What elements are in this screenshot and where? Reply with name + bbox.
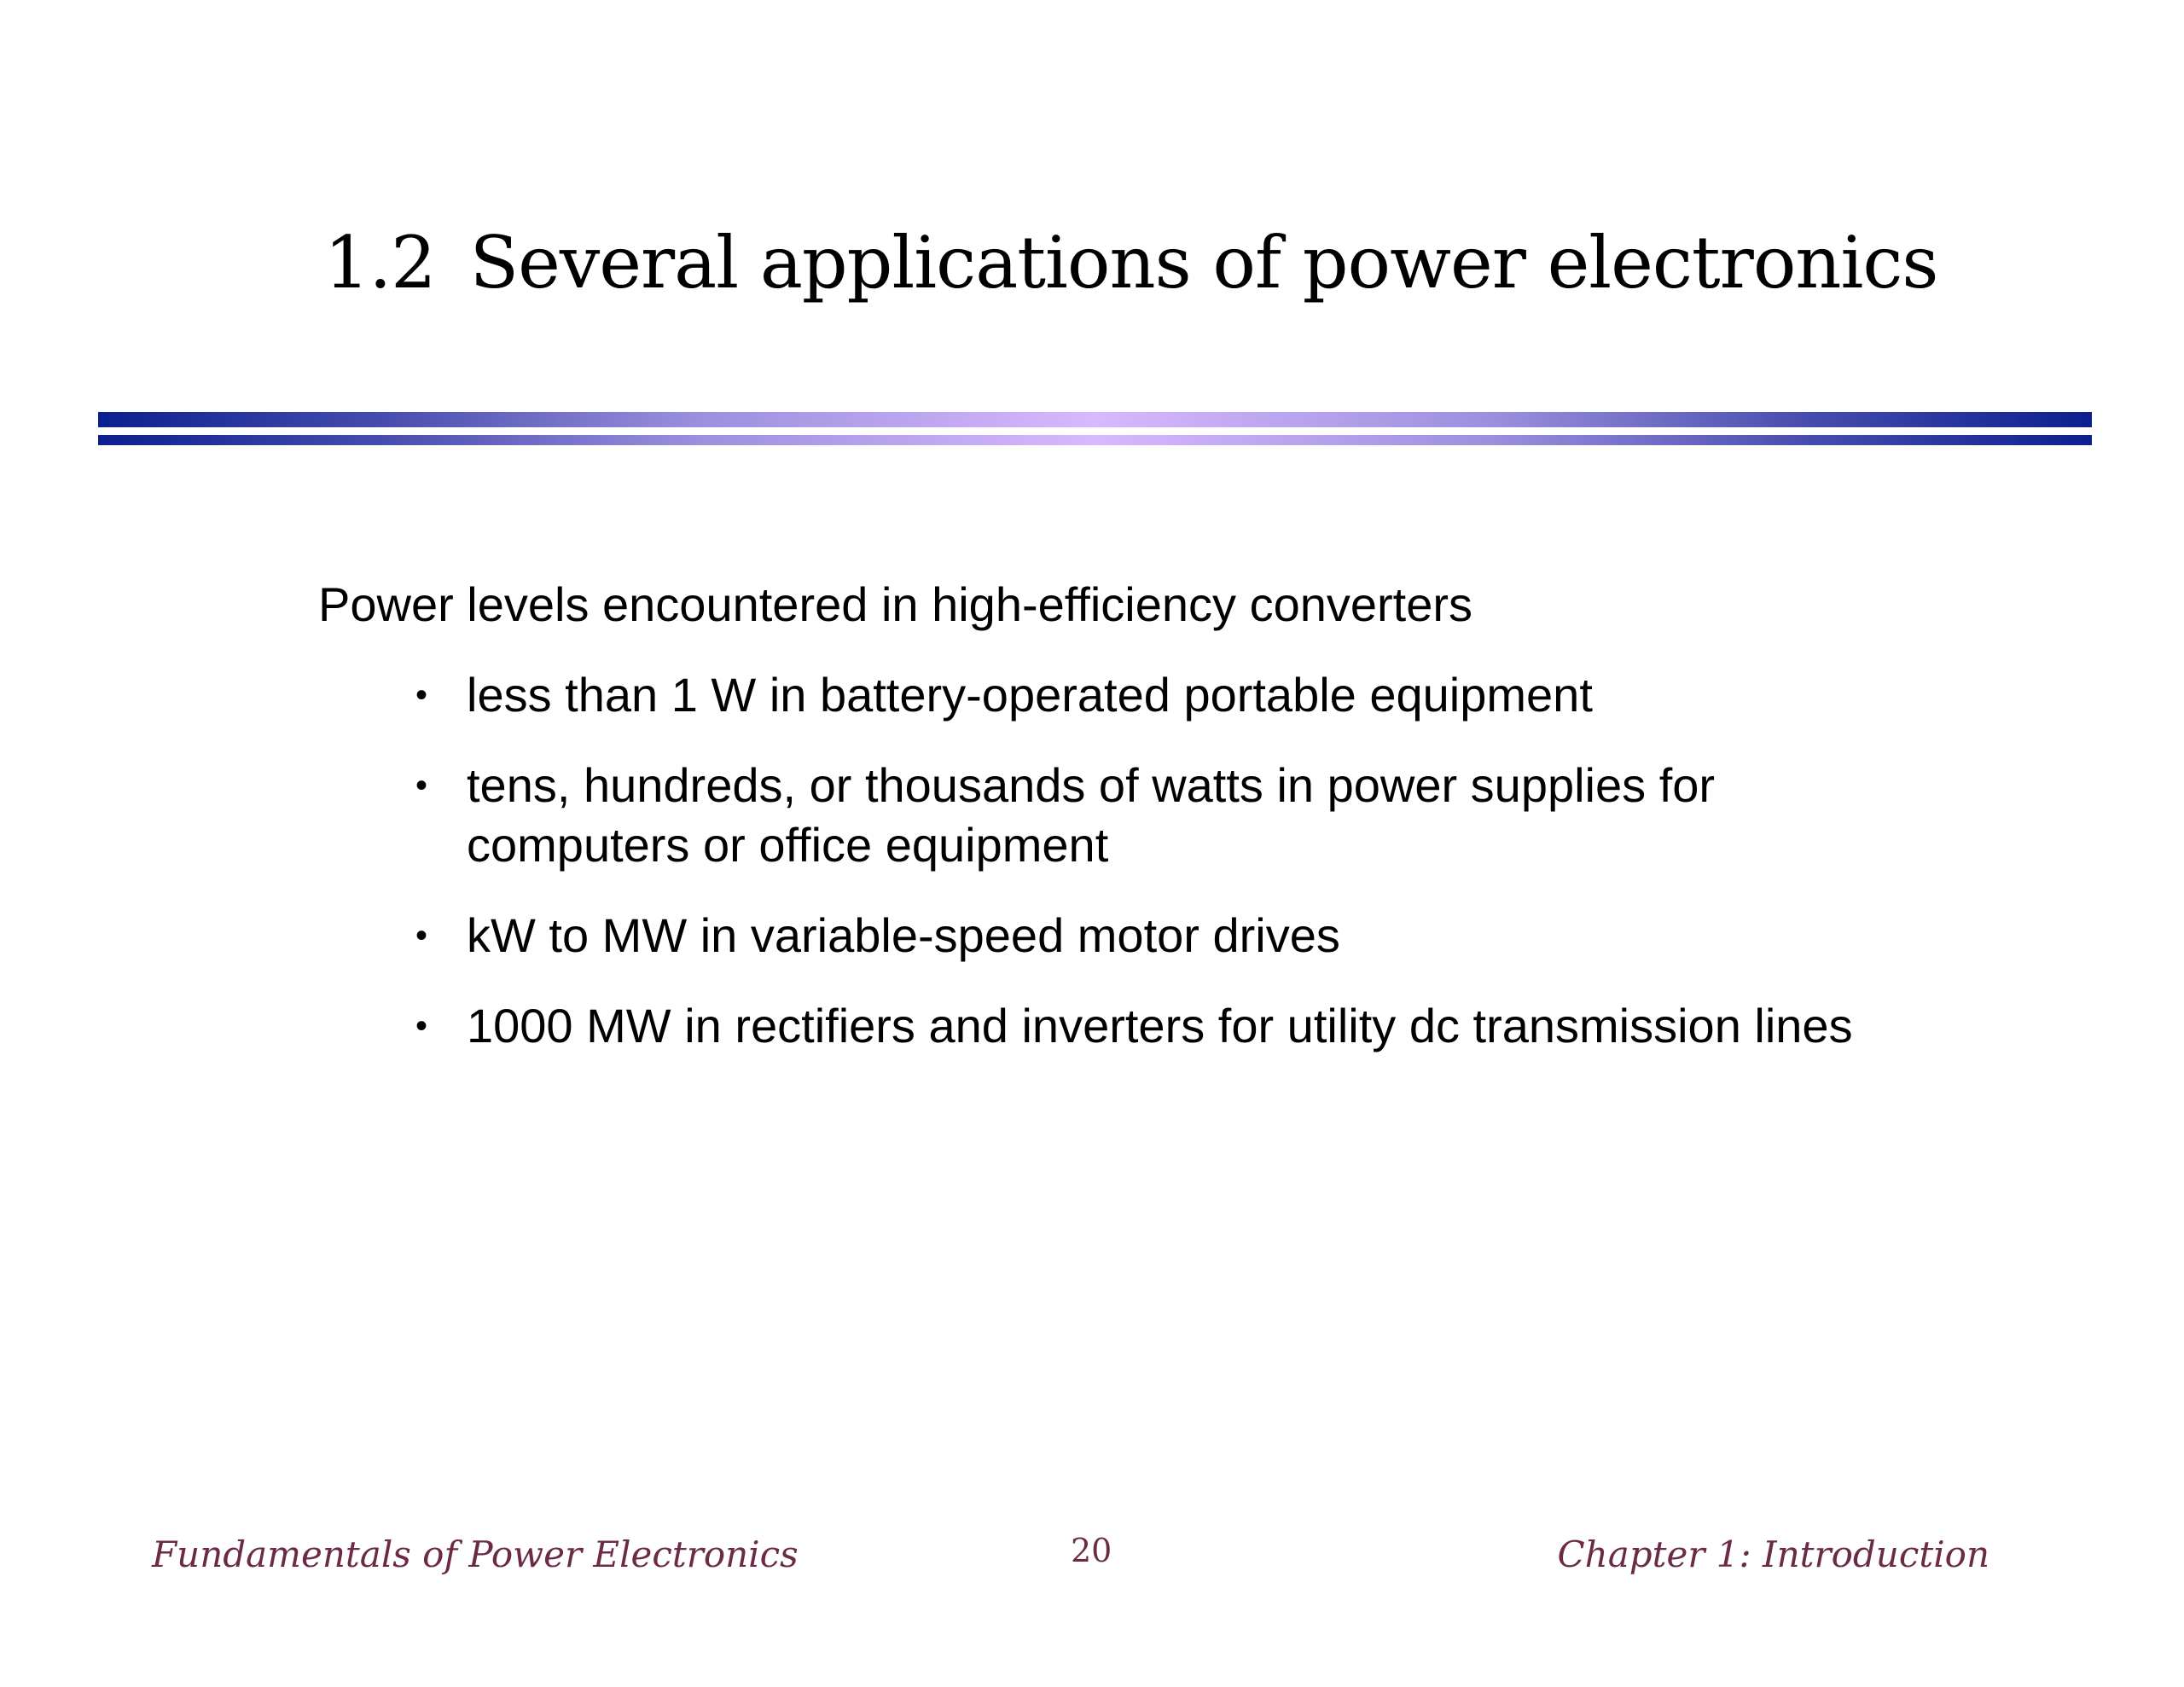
title-divider-bottom xyxy=(98,435,2092,445)
bullet-text: less than 1 W in battery-operated portable equipment xyxy=(467,668,1593,722)
footer-chapter: Chapter 1: Introduction xyxy=(1557,1533,1989,1575)
section-number: 1.2 xyxy=(324,221,436,304)
bullet-text: kW to MW in variable-speed motor drives xyxy=(467,908,1340,962)
page-number: 20 xyxy=(1071,1532,1112,1569)
bullet-dot-icon: • xyxy=(415,676,428,714)
bullet-dot-icon: • xyxy=(415,767,428,804)
intro-text: Power levels encountered in high-efficiency converters xyxy=(318,577,1473,631)
bullet-item xyxy=(415,756,1934,875)
footer-book-title: Fundamentals of Power Electronics xyxy=(152,1533,799,1575)
title-text: Several applications of power electronics xyxy=(469,221,1938,304)
slide-title xyxy=(324,223,1945,302)
bullet-list xyxy=(415,665,1934,1087)
bullet-item xyxy=(415,665,1934,725)
bullet-text: tens, hundreds, or thousands of watts in power supplies for computers or office equipment xyxy=(467,758,1716,872)
bullet-item xyxy=(415,996,1934,1056)
title-divider-top xyxy=(98,412,2092,427)
bullet-dot-icon: • xyxy=(415,1007,428,1045)
bullet-item xyxy=(415,906,1934,965)
bullet-dot-icon: • xyxy=(415,917,428,954)
bullet-text: 1000 MW in rectifiers and inverters for utility dc transmission lines xyxy=(467,999,1853,1052)
